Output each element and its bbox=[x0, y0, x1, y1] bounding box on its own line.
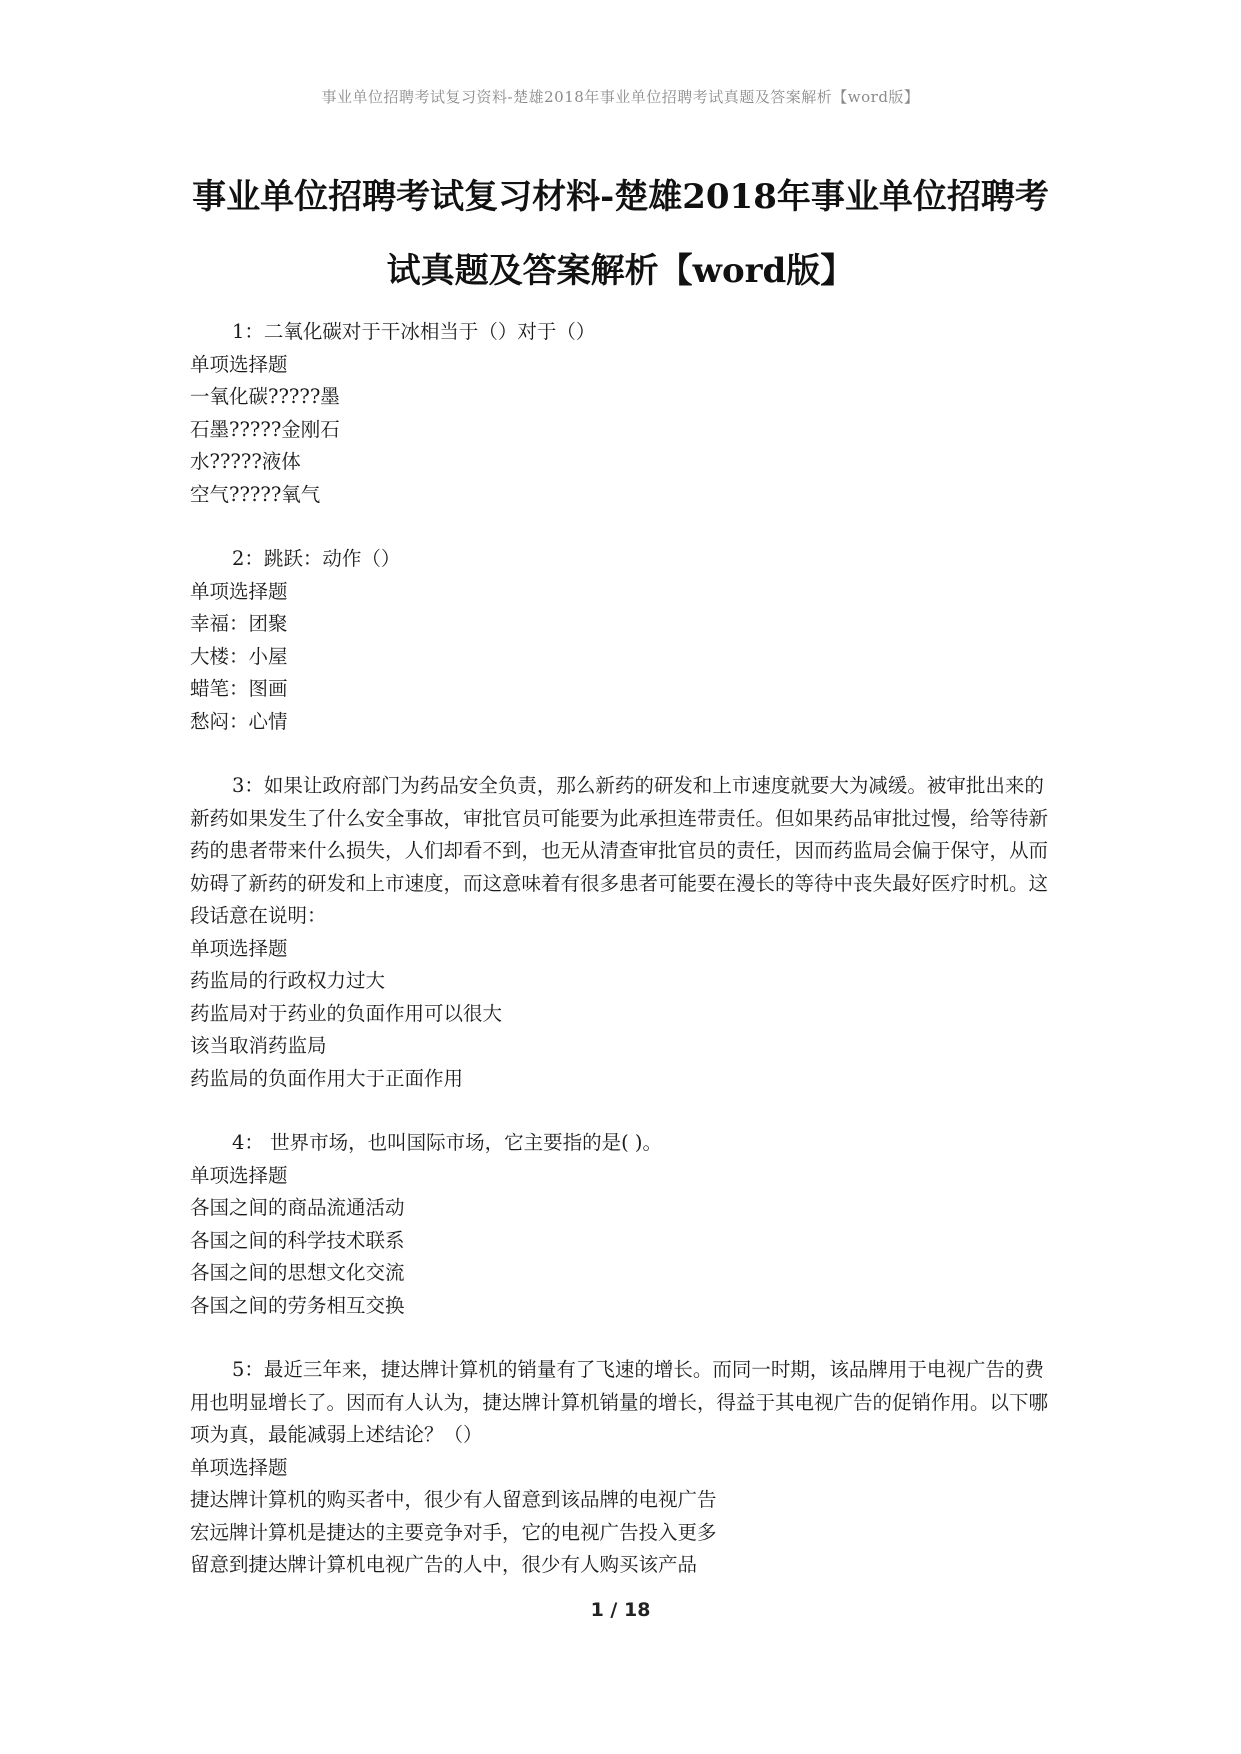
question-stem: 4： 世界市场，也叫国际市场，它主要指的是( )。 bbox=[232, 1131, 663, 1154]
answer-option: 幸福：团聚 bbox=[190, 612, 288, 635]
document-title-line-1: 事业单位招聘考试复习材料-楚雄2018年事业单位招聘考 bbox=[192, 177, 1049, 217]
question-type: 单项选择题 bbox=[190, 579, 288, 603]
answer-option: 各国之间的劳务相互交换 bbox=[190, 1293, 405, 1317]
question-type: 单项选择题 bbox=[190, 1455, 288, 1479]
answer-option: 大楼：小屋 bbox=[190, 644, 288, 668]
question-stem: 1：二氧化碳对于干冰相当于（）对于（） bbox=[232, 320, 596, 343]
question-stem: 2：跳跃：动作（） bbox=[232, 547, 401, 570]
answer-option: 一氧化碳?????墨 bbox=[190, 385, 340, 408]
question-2 bbox=[190, 543, 1060, 738]
question-4 bbox=[190, 1127, 1060, 1322]
question-stem: 5：最近三年来，捷达牌计算机的销量有了飞速的增长。而同一时期，该品牌用于电视广告的费用也明显增长了。因而有人认为，捷达牌计算机销量的增长，得益于其电视广告的促销作用。以下哪项为真，最能减弱上述结论？（） bbox=[190, 1358, 1049, 1446]
answer-option: 愁闷：心情 bbox=[190, 709, 288, 733]
question-list bbox=[190, 316, 1060, 1614]
answer-option: 各国之间的思想文化交流 bbox=[190, 1261, 405, 1284]
document-title-line-2: 试真题及答案解析【word版】 bbox=[386, 251, 855, 291]
answer-option: 石墨?????金刚石 bbox=[190, 417, 340, 441]
answer-option: 水?????液体 bbox=[190, 450, 301, 473]
answer-option: 捷达牌计算机的购买者中，很少有人留意到该品牌的电视广告 bbox=[190, 1488, 717, 1511]
answer-option: 药监局的行政权力过大 bbox=[190, 969, 386, 992]
answer-option: 药监局对于药业的负面作用可以很大 bbox=[190, 1001, 503, 1025]
question-type: 单项选择题 bbox=[190, 1163, 288, 1187]
question-5 bbox=[190, 1354, 1060, 1582]
answer-option: 留意到捷达牌计算机电视广告的人中，很少有人购买该产品 bbox=[190, 1553, 698, 1576]
question-type: 单项选择题 bbox=[190, 352, 288, 376]
question-3 bbox=[190, 770, 1060, 1095]
answer-option: 蜡笔：图画 bbox=[190, 677, 288, 700]
answer-option: 空气?????氧气 bbox=[190, 482, 321, 506]
answer-option: 各国之间的商品流通活动 bbox=[190, 1196, 405, 1219]
answer-option: 药监局的负面作用大于正面作用 bbox=[190, 1066, 464, 1090]
running-header: 事业单位招聘考试复习资料-楚雄2018年事业单位招聘考试真题及答案解析【word版】 bbox=[321, 88, 920, 106]
question-1 bbox=[190, 316, 1060, 511]
answer-option: 宏远牌计算机是捷达的主要竞争对手，它的电视广告投入更多 bbox=[190, 1520, 717, 1544]
page-number: 1 / 18 bbox=[590, 1599, 651, 1621]
answer-option: 各国之间的科学技术联系 bbox=[190, 1228, 405, 1252]
question-type: 单项选择题 bbox=[190, 936, 288, 960]
document-title bbox=[150, 160, 1091, 308]
question-stem: 3：如果让政府部门为药品安全负责，那么新药的研发和上市速度就要大为减缓。被审批出来的新药如果发生了什么安全事故，审批官员可能要为此承担连带责任。但如果药品审批过慢，给等待新药的患者带来什么损失，人们却看不到，也无从清查审批官员的责任，因而药监局会偏于保守，从而妨碍了新药的研发和上市速度，而这意味着有很多患者可能要在漫长的等待中丧失最好医疗时机。这段话意在说明： bbox=[190, 774, 1049, 927]
answer-option: 该当取消药监局 bbox=[190, 1034, 327, 1057]
